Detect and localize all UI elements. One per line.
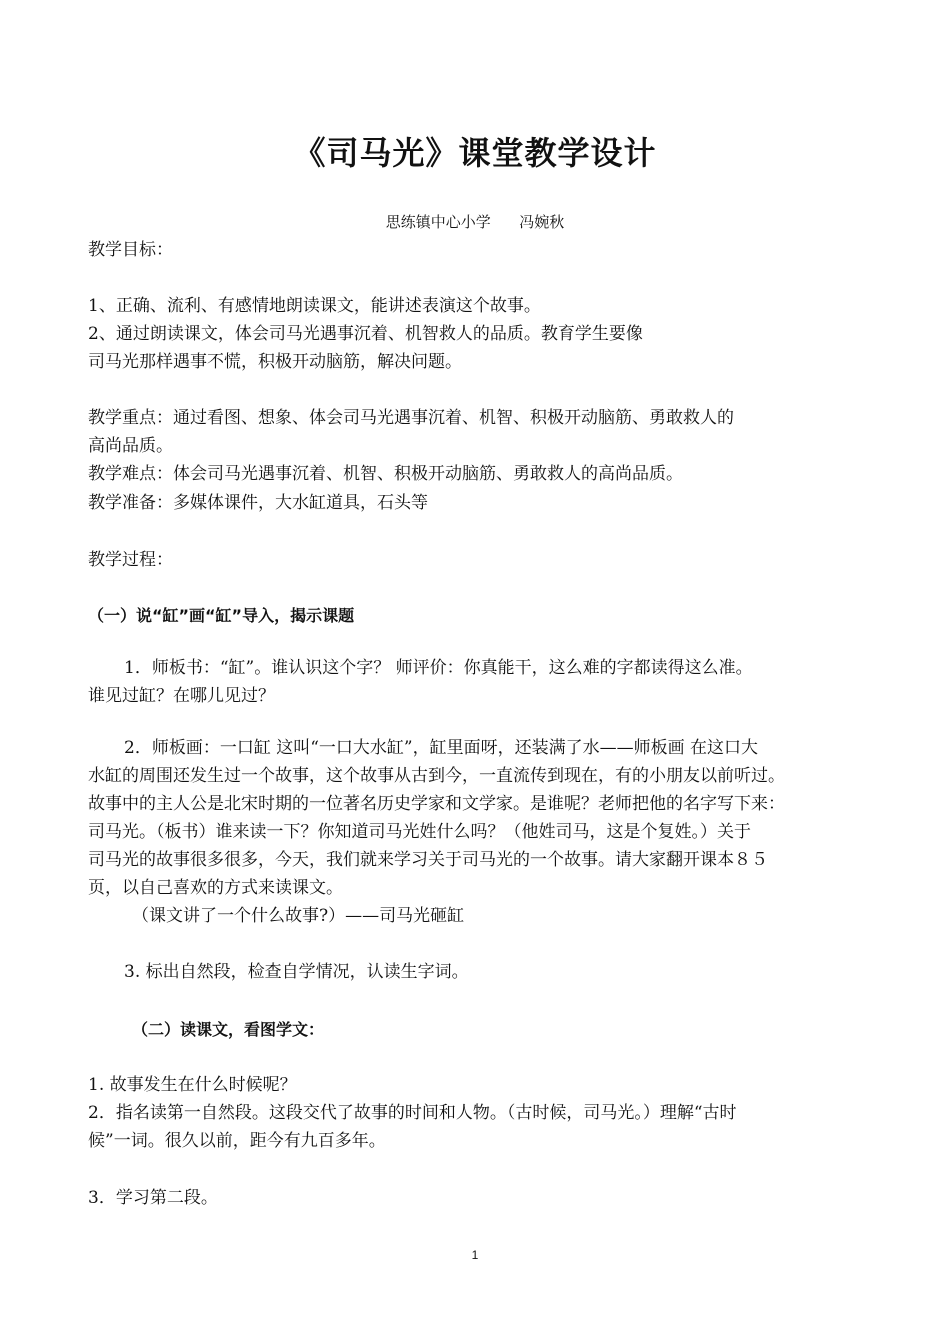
s1-paragraph-1-line-1: 1．师板书：“缸”。谁认识这个字？ 师评价：你真能干，这么难的字都读得这么准。 <box>124 658 753 678</box>
s1-paragraph-3: 3. 标出自然段，检查自学情况，认读生字词。 <box>124 962 469 982</box>
s2-item-2-line-2: 候”一词。很久以前，距今有九百多年。 <box>88 1131 386 1151</box>
goal-2-line-1: 2、通过朗读课文，体会司马光遇事沉着、机智救人的品质。教育学生要像 <box>88 324 643 344</box>
goal-1: 1、正确、流利、有感情地朗读课文，能讲述表演这个故事。 <box>88 296 541 316</box>
s2-item-3: 3．学习第二段。 <box>88 1188 218 1208</box>
s2-item-1: 1. 故事发生在什么时候呢？ <box>88 1075 297 1095</box>
s1-paragraph-2-line-2: 水缸的周围还发生过一个故事，这个故事从古到今，一直流传到现在，有的小朋友以前听过。 <box>88 766 785 786</box>
process-heading: 教学过程： <box>88 550 173 570</box>
s2-item-2-line-1: 2．指名读第一自然段。这段交代了故事的时间和人物。（古时候，司马光。）理解“古时 <box>88 1103 737 1123</box>
key-point-line-2: 高尚品质。 <box>88 436 173 456</box>
difficulty: 教学难点：体会司马光遇事沉着、机智、积极开动脑筋、勇敢救人的高尚品质。 <box>88 464 683 484</box>
preparation: 教学准备：多媒体课件，大水缸道具，石头等 <box>88 493 428 513</box>
document-title: 《司马光》课堂教学设计 <box>293 134 657 172</box>
key-point-line-1: 教学重点：通过看图、想象、体会司马光遇事沉着、机智、积极开动脑筋、勇敢救人的 <box>88 408 734 428</box>
author-line: 思练镇中心小学 冯婉秋 <box>385 213 565 231</box>
section-1-heading: （一）说“缸”画“缸”导入，揭示课题 <box>88 606 355 625</box>
s1-paragraph-2-line-7: （课文讲了一个什么故事?）——司马光砸缸 <box>132 906 465 926</box>
page-number: 1 <box>471 1248 479 1262</box>
goals-heading: 教学目标： <box>88 240 173 260</box>
s1-paragraph-2-line-6: 页，以自己喜欢的方式来读课文。 <box>88 878 343 898</box>
s1-paragraph-2-line-4: 司马光。（板书）谁来读一下？你知道司马光姓什么吗？（他姓司马，这是个复姓。）关于 <box>88 822 751 842</box>
s1-paragraph-2-line-5: 司马光的故事很多很多，今天，我们就来学习关于司马光的一个故事。请大家翻开课本８５ <box>88 850 768 870</box>
s1-paragraph-2-line-3: 故事中的主人公是北宋时期的一位著名历史学家和文学家。是谁呢？老师把他的名字写下来： <box>88 794 785 814</box>
s1-paragraph-1-line-2: 谁见过缸？在哪儿见过？ <box>88 686 275 706</box>
goal-2-line-2: 司马光那样遇事不慌，积极开动脑筋，解决问题。 <box>88 352 462 372</box>
section-2-heading: （二）读课文，看图学文： <box>132 1020 325 1039</box>
s1-paragraph-2-line-1: 2．师板画：一口缸 这叫“一口大水缸”，缸里面呀，还装满了水——师板画 在这口大 <box>124 738 759 758</box>
